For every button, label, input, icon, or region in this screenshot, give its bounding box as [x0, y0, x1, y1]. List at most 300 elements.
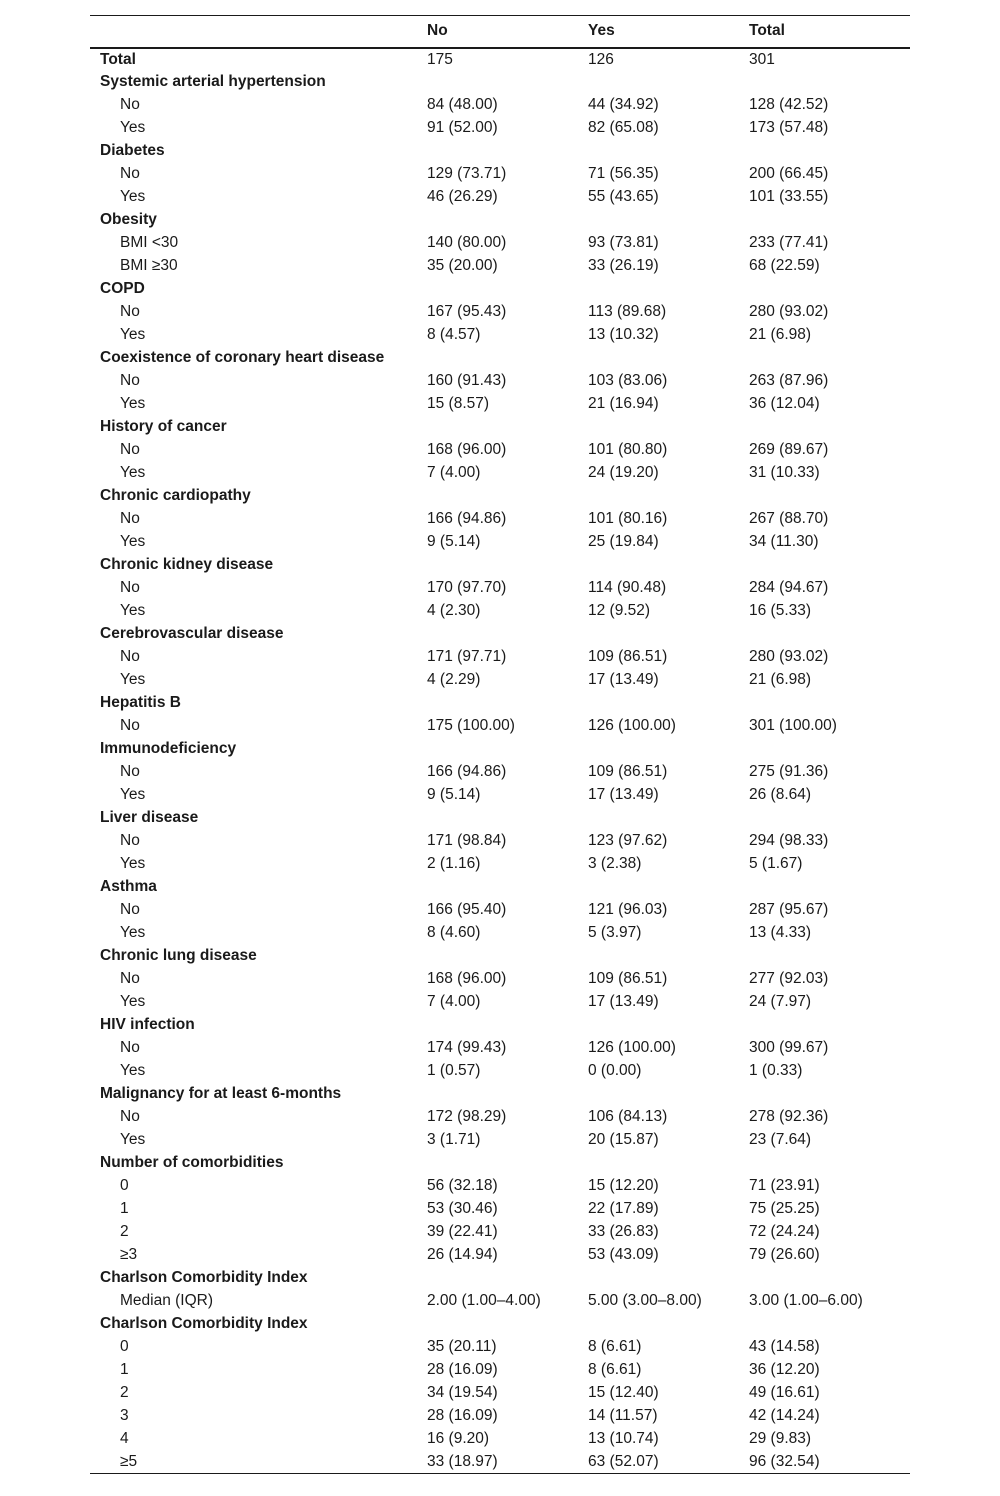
cell-no [427, 1014, 588, 1037]
table-section-row [90, 945, 910, 968]
table-row [90, 1037, 910, 1060]
cell-no [427, 738, 588, 761]
cell-no: 9 (5.14) [427, 533, 481, 550]
cell-total: 31 (10.33) [749, 464, 820, 481]
row-label: 0 [120, 1338, 129, 1355]
row-label: ≥3 [120, 1246, 138, 1263]
table-row [90, 370, 910, 393]
cell-yes [588, 945, 749, 968]
cell-total: 5 (1.67) [749, 855, 803, 872]
cell-yes: 106 (84.13) [588, 1108, 668, 1125]
cell-total [749, 209, 910, 232]
cell-no: 53 (30.46) [427, 1200, 498, 1217]
cell-no: 175 [427, 50, 453, 68]
table-row [90, 1244, 910, 1267]
table-row [90, 646, 910, 669]
row-label: Yes [120, 786, 146, 803]
table-section-row [90, 48, 910, 71]
table-row [90, 393, 910, 416]
table-row [90, 1290, 910, 1313]
table-row [90, 255, 910, 278]
table-row [90, 669, 910, 692]
table-row [90, 531, 910, 554]
table-row [90, 1451, 910, 1474]
table-row [90, 1428, 910, 1451]
cell-no: 129 (73.71) [427, 165, 507, 182]
cell-total: 263 (87.96) [749, 372, 829, 389]
table-section-row [90, 485, 910, 508]
table-row [90, 324, 910, 347]
cell-total: 233 (77.41) [749, 234, 829, 251]
cell-total [749, 692, 910, 715]
cell-total [749, 623, 910, 646]
row-label: No [120, 717, 140, 734]
cell-total: 287 (95.67) [749, 901, 829, 918]
cell-no: 171 (97.71) [427, 648, 507, 665]
cell-yes: 93 (73.81) [588, 234, 659, 251]
cell-total: 269 (89.67) [749, 441, 829, 458]
cell-no: 166 (94.86) [427, 510, 507, 527]
cell-total: 101 (33.55) [749, 188, 829, 205]
cell-no: 7 (4.00) [427, 993, 481, 1010]
row-label: Asthma [100, 878, 157, 895]
cell-yes [588, 1152, 749, 1175]
cell-total: 75 (25.25) [749, 1200, 820, 1217]
cell-yes: 101 (80.16) [588, 510, 668, 527]
cell-yes: 20 (15.87) [588, 1131, 659, 1148]
table-section-row [90, 1083, 910, 1106]
row-label: 2 [120, 1384, 129, 1401]
cell-no: 35 (20.11) [427, 1338, 497, 1355]
row-label: No [120, 763, 140, 780]
cell-no: 9 (5.14) [427, 786, 481, 803]
cell-yes: 101 (80.80) [588, 441, 668, 458]
row-label: Yes [120, 464, 146, 481]
cell-yes: 17 (13.49) [588, 993, 659, 1010]
cell-total: 16 (5.33) [749, 602, 812, 619]
table-row [90, 600, 910, 623]
row-label: No [120, 832, 140, 849]
row-label: COPD [100, 280, 145, 297]
cell-yes: 71 (56.35) [588, 165, 659, 182]
cell-total: 29 (9.83) [749, 1430, 812, 1447]
cell-total [749, 738, 910, 761]
cell-yes: 82 (65.08) [588, 119, 659, 136]
cell-no [427, 1083, 588, 1106]
row-label: Cerebrovascular disease [100, 625, 284, 642]
row-label: No [120, 96, 140, 113]
table-row [90, 1336, 910, 1359]
cell-no [427, 807, 588, 830]
cell-no [427, 945, 588, 968]
cell-no [427, 416, 588, 439]
row-label: No [120, 901, 140, 918]
table-section-row [90, 278, 910, 301]
row-label: Yes [120, 924, 146, 941]
row-label: Yes [120, 671, 146, 688]
cell-total: 173 (57.48) [749, 119, 829, 136]
row-label: 0 [120, 1177, 129, 1194]
cell-total: 72 (24.24) [749, 1223, 820, 1240]
cell-no: 166 (94.86) [427, 763, 507, 780]
row-label: Charlson Comorbidity Index [100, 1315, 308, 1332]
table-row [90, 508, 910, 531]
cell-yes: 123 (97.62) [588, 832, 668, 849]
row-label: Yes [120, 188, 146, 205]
cell-yes: 109 (86.51) [588, 763, 668, 780]
cell-no [427, 876, 588, 899]
row-label: No [120, 510, 140, 527]
cell-yes: 109 (86.51) [588, 648, 668, 665]
cell-yes: 12 (9.52) [588, 602, 651, 619]
row-label: Hepatitis B [100, 694, 181, 711]
cell-total: 275 (91.36) [749, 763, 829, 780]
cell-yes: 113 (89.68) [588, 303, 667, 320]
cell-total [749, 1152, 910, 1175]
table-row [90, 1405, 910, 1428]
cell-no: 84 (48.00) [427, 96, 498, 113]
cell-yes: 44 (34.92) [588, 96, 659, 113]
row-label: HIV infection [100, 1016, 195, 1033]
cell-yes: 21 (16.94) [588, 395, 659, 412]
table-section-row [90, 623, 910, 646]
cell-yes: 17 (13.49) [588, 786, 659, 803]
cell-total [749, 347, 910, 370]
cell-yes: 33 (26.19) [588, 257, 659, 274]
table-row [90, 232, 910, 255]
row-label: Chronic lung disease [100, 947, 257, 964]
table-section-row [90, 71, 910, 94]
table-row [90, 1359, 910, 1382]
cell-no [427, 623, 588, 646]
cell-total: 280 (93.02) [749, 648, 829, 665]
cell-total [749, 554, 910, 577]
table-body [90, 48, 910, 1474]
cell-yes: 114 (90.48) [588, 579, 667, 596]
cell-no: 4 (2.30) [427, 602, 481, 619]
cell-yes: 55 (43.65) [588, 188, 659, 205]
row-label: No [120, 970, 140, 987]
row-label: Yes [120, 1131, 146, 1148]
cell-yes: 14 (11.57) [588, 1407, 658, 1424]
cell-total [749, 485, 910, 508]
cell-no [427, 485, 588, 508]
cell-total [749, 140, 910, 163]
cell-yes: 5.00 (3.00–8.00) [588, 1292, 702, 1309]
cell-no: 8 (4.60) [427, 924, 481, 941]
table-row [90, 301, 910, 324]
table-row [90, 899, 910, 922]
row-label: Immunodeficiency [100, 740, 237, 757]
cell-total: 43 (14.58) [749, 1338, 820, 1355]
cell-no: 175 (100.00) [427, 717, 515, 734]
cell-yes [588, 623, 749, 646]
cell-yes: 3 (2.38) [588, 855, 642, 872]
cell-yes: 15 (12.20) [588, 1177, 659, 1194]
row-label: Yes [120, 993, 146, 1010]
cell-no: 26 (14.94) [427, 1246, 498, 1263]
cell-yes: 109 (86.51) [588, 970, 668, 987]
cell-no: 28 (16.09) [427, 1361, 498, 1378]
table-row [90, 94, 910, 117]
table-section-row [90, 738, 910, 761]
row-label: Yes [120, 326, 146, 343]
table-row [90, 1129, 910, 1152]
cell-no [427, 278, 588, 301]
cell-yes: 5 (3.97) [588, 924, 642, 941]
cell-total [749, 416, 910, 439]
cell-yes [588, 807, 749, 830]
table-row [90, 117, 910, 140]
table-row [90, 1060, 910, 1083]
cell-yes [588, 1083, 749, 1106]
cell-yes: 17 (13.49) [588, 671, 659, 688]
cell-no: 33 (18.97) [427, 1451, 588, 1474]
table-row [90, 439, 910, 462]
cell-total: 13 (4.33) [749, 924, 812, 941]
cell-total [749, 1014, 910, 1037]
cell-total: 277 (92.03) [749, 970, 829, 987]
cell-no [427, 209, 588, 232]
cell-total [749, 945, 910, 968]
table-row [90, 830, 910, 853]
cell-total [749, 807, 910, 830]
cell-total: 284 (94.67) [749, 579, 829, 596]
cell-yes [588, 1267, 749, 1290]
cell-no: 171 (98.84) [427, 832, 507, 849]
cell-total: 294 (98.33) [749, 832, 829, 849]
cell-yes [588, 140, 749, 163]
cell-no: 168 (96.00) [427, 441, 507, 458]
table-row [90, 968, 910, 991]
cell-no: 2.00 (1.00–4.00) [427, 1292, 541, 1309]
cell-yes [588, 738, 749, 761]
row-label: No [120, 441, 140, 458]
cell-no: 140 (80.00) [427, 234, 507, 251]
cell-total: 96 (32.54) [749, 1451, 910, 1474]
cell-no [427, 347, 588, 370]
cell-yes [588, 416, 749, 439]
cell-yes: 24 (19.20) [588, 464, 659, 481]
cell-no [427, 1313, 588, 1336]
table-row [90, 1382, 910, 1405]
row-label: No [120, 1039, 140, 1056]
cell-total [749, 71, 910, 94]
cell-total: 1 (0.33) [749, 1062, 803, 1079]
table-section-row [90, 554, 910, 577]
cell-total [749, 1313, 910, 1336]
row-label: 1 [120, 1361, 129, 1378]
cell-no: 56 (32.18) [427, 1177, 498, 1194]
table-row [90, 577, 910, 600]
cell-yes: 63 (52.07) [588, 1451, 749, 1474]
table-section-row [90, 1014, 910, 1037]
cell-total: 49 (16.61) [749, 1384, 820, 1401]
cell-no: 16 (9.20) [427, 1430, 490, 1447]
table-section-row [90, 1313, 910, 1336]
row-label: Coexistence of coronary heart disease [100, 349, 385, 366]
table-row [90, 715, 910, 738]
table-section-row [90, 347, 910, 370]
cell-total: 71 (23.91) [749, 1177, 820, 1194]
row-label: BMI ≥30 [120, 257, 178, 274]
cell-total: 68 (22.59) [749, 257, 820, 274]
cell-yes: 13 (10.32) [588, 326, 659, 343]
cell-total [749, 876, 910, 899]
cell-total [749, 278, 910, 301]
row-label: No [120, 648, 140, 665]
cell-no [427, 1267, 588, 1290]
cell-no: 170 (97.70) [427, 579, 507, 596]
cell-yes: 53 (43.09) [588, 1246, 659, 1263]
table-row [90, 1221, 910, 1244]
row-label: 3 [120, 1407, 129, 1424]
row-label: Yes [120, 602, 146, 619]
table-row [90, 784, 910, 807]
table-row [90, 922, 910, 945]
header-no: No [427, 16, 588, 48]
cell-yes [588, 876, 749, 899]
row-label: No [120, 372, 140, 389]
row-label: Yes [120, 395, 146, 412]
cell-yes: 8 (6.61) [588, 1361, 642, 1378]
cell-yes: 33 (26.83) [588, 1223, 659, 1240]
table-section-row [90, 1152, 910, 1175]
cell-yes [588, 485, 749, 508]
cell-no: 2 (1.16) [427, 855, 481, 872]
cell-yes [588, 347, 749, 370]
row-label: Yes [120, 533, 146, 550]
cell-yes: 121 (96.03) [588, 901, 668, 918]
comorbidity-table-container [90, 15, 910, 1474]
table-row [90, 853, 910, 876]
cell-no [427, 692, 588, 715]
row-label: Charlson Comorbidity Index [100, 1269, 308, 1286]
row-label: Chronic cardiopathy [100, 487, 251, 504]
row-label: Number of comorbidities [100, 1154, 284, 1171]
row-label: No [120, 579, 140, 596]
cell-total: 267 (88.70) [749, 510, 829, 527]
cell-total: 301 (100.00) [749, 717, 837, 734]
cell-no: 91 (52.00) [427, 119, 498, 136]
table-section-row [90, 807, 910, 830]
cell-yes [588, 71, 749, 94]
cell-yes [588, 1313, 749, 1336]
cell-yes [588, 554, 749, 577]
cell-yes: 22 (17.89) [588, 1200, 659, 1217]
cell-yes: 126 [588, 50, 614, 68]
cell-total: 34 (11.30) [749, 533, 819, 550]
header-yes: Yes [588, 16, 749, 48]
comorbidity-table [90, 15, 910, 1474]
cell-no [427, 140, 588, 163]
cell-yes: 8 (6.61) [588, 1338, 642, 1355]
cell-yes: 0 (0.00) [588, 1062, 642, 1079]
row-label: Obesity [100, 211, 157, 228]
table-row [90, 462, 910, 485]
table-row [90, 761, 910, 784]
row-label: Malignancy for at least 6-months [100, 1085, 342, 1102]
cell-no: 174 (99.43) [427, 1039, 507, 1056]
table-section-row [90, 1267, 910, 1290]
header-total: Total [749, 16, 910, 48]
cell-total: 128 (42.52) [749, 96, 829, 113]
cell-total: 278 (92.36) [749, 1108, 829, 1125]
cell-total: 23 (7.64) [749, 1131, 812, 1148]
cell-yes: 126 (100.00) [588, 1039, 676, 1056]
row-label: Liver disease [100, 809, 199, 826]
cell-total: 36 (12.04) [749, 395, 820, 412]
table-section-row [90, 416, 910, 439]
cell-total: 301 [749, 50, 775, 68]
cell-no [427, 71, 588, 94]
row-label: No [120, 165, 140, 182]
table-section-row [90, 876, 910, 899]
row-label: BMI <30 [120, 234, 179, 251]
cell-total: 26 (8.64) [749, 786, 812, 803]
cell-yes: 103 (83.06) [588, 372, 668, 389]
row-label: Yes [120, 1062, 146, 1079]
cell-total: 36 (12.20) [749, 1361, 820, 1378]
cell-total: 24 (7.97) [749, 993, 812, 1010]
table-row [90, 1106, 910, 1129]
cell-yes: 126 (100.00) [588, 717, 676, 734]
row-label: Yes [120, 119, 146, 136]
cell-no: 172 (98.29) [427, 1108, 507, 1125]
cell-no: 7 (4.00) [427, 464, 481, 481]
table-row [90, 1198, 910, 1221]
row-label: No [120, 303, 140, 320]
cell-yes: 13 (10.74) [588, 1430, 659, 1447]
cell-yes [588, 692, 749, 715]
table-section-row [90, 140, 910, 163]
header-label [90, 16, 427, 48]
cell-yes: 15 (12.40) [588, 1384, 659, 1401]
cell-no: 4 (2.29) [427, 671, 481, 688]
row-label: 4 [120, 1430, 129, 1447]
cell-total: 79 (26.60) [749, 1246, 820, 1263]
cell-total: 3.00 (1.00–6.00) [749, 1292, 863, 1309]
cell-no: 35 (20.00) [427, 257, 498, 274]
cell-total: 42 (14.24) [749, 1407, 820, 1424]
table-row [90, 991, 910, 1014]
row-label: Diabetes [100, 142, 165, 159]
row-label: History of cancer [100, 418, 227, 435]
row-label: Systemic arterial hypertension [100, 73, 326, 90]
cell-total: 300 (99.67) [749, 1039, 829, 1056]
cell-yes [588, 1014, 749, 1037]
cell-no: 3 (1.71) [427, 1131, 481, 1148]
cell-yes: 25 (19.84) [588, 533, 659, 550]
row-label: 2 [120, 1223, 129, 1240]
cell-no [427, 554, 588, 577]
cell-total [749, 1267, 910, 1290]
cell-no: 1 (0.57) [427, 1062, 481, 1079]
row-label: Total [100, 50, 136, 68]
cell-yes [588, 209, 749, 232]
cell-total: 21 (6.98) [749, 326, 812, 343]
table-row [90, 1175, 910, 1198]
table-section-row [90, 209, 910, 232]
cell-total: 200 (66.45) [749, 165, 829, 182]
cell-no: 15 (8.57) [427, 395, 490, 412]
table-row [90, 163, 910, 186]
row-label: ≥5 [90, 1451, 427, 1474]
table-section-row [90, 692, 910, 715]
cell-no: 39 (22.41) [427, 1223, 498, 1240]
cell-no: 8 (4.57) [427, 326, 481, 343]
cell-no: 34 (19.54) [427, 1384, 498, 1401]
